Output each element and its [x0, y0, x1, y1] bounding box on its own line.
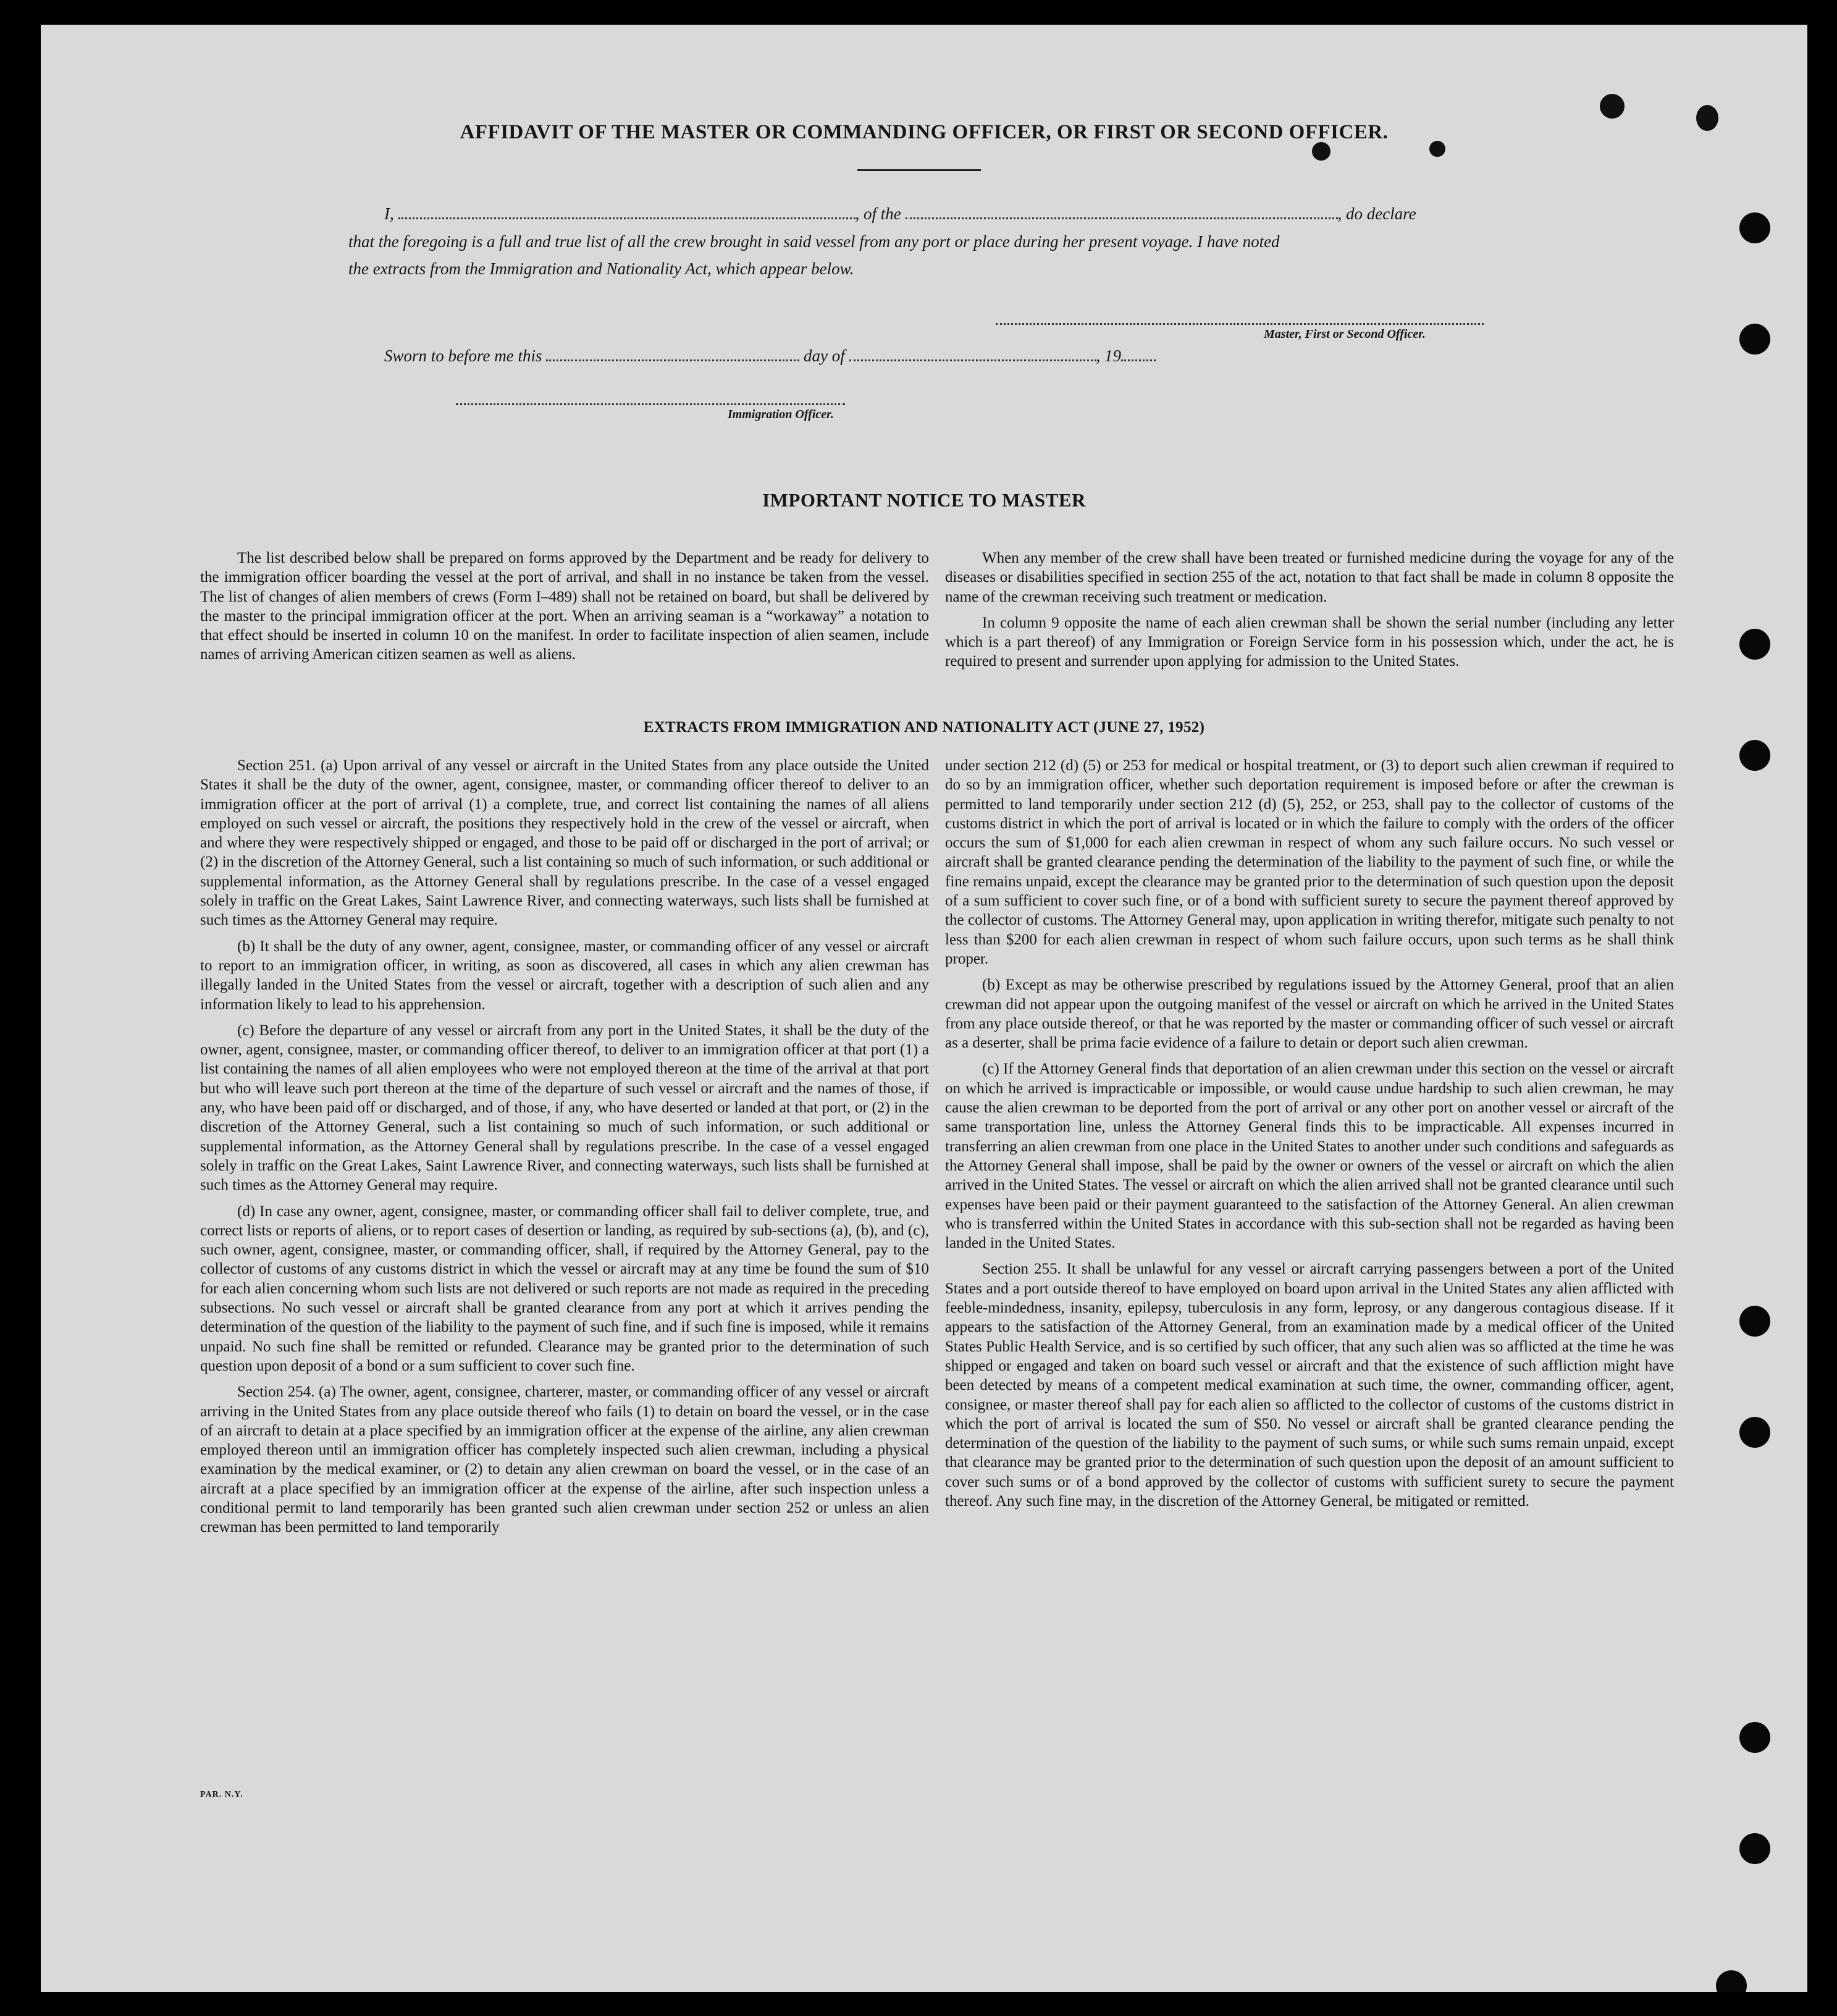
- extract-paragraph: (c) Before the departure of any vessel or aircraft from any port in the United States, it shall be the duty of the owner, agent, consignee, master, or commanding officer thereof, to deliver to an immigration officer at that port (1) a list containing the names of all alien employees who were not employed thereon at the time of the arrival at that port but who will leave such port thereon at the time of the departure of such vessel or aircraft and the names of those, if any, who have been paid off or discharged, and of those, if any, who have deserted or landed at that port, or (2) in the discretion of the Attorney General, such a list containing so much of such information, or such additional or supplemental information, as the Attorney General shall by regulations prescribe. In the case of a vessel engaged solely in traffic on the Great Lakes, Saint Lawrence River, and connecting waterways, such lists shall be furnished at such times as the Attorney General may require.: [200, 1022, 929, 1194]
- sworn-line: [384, 346, 1156, 366]
- sworn-year-field[interactable]: [1121, 346, 1156, 361]
- year-label: , 19: [1096, 346, 1121, 365]
- extract-paragraph: (b) Except as may be otherwise prescribed by regulations issued by the Attorney General, proof that an alien crewman did not appear upon the outgoing manifest of the vessel or aircraft on which he arrived in the United States from any place outside thereof, or that he was reported by the master or commanding officer of such vessel or aircraft as a deserter, shall be prima facie evidence of a failure to detain or deport such alien crewman.: [945, 976, 1674, 1052]
- extract-paragraph: (d) In case any owner, agent, consignee, master, or commanding officer shall fail to deliver complete, true, and correct lists or reports of aliens, or to report cases of desertion or landing, as required by sub-sections (a), (b), and (c), such owner, agent, consignee, master, or commanding officer, shall, if required by the Attorney General, pay to the collector of customs of any customs district in which the vessel or aircraft may at any time be found the sum of $10 for each alien concerning whom such lists are not delivered or such reports are not made as required in the preceding subsections. No such vessel or aircraft shall be granted clearance from any port at which it arrives pending the determination of the question of the liability to the payment of such fine, and if such fine is imposed, while it remains unpaid. No such fine shall be remitted or refunded. Clearance may be granted prior to the determination of such question upon deposit of a bond or a sum sufficient to cover such fine.: [200, 1203, 929, 1374]
- notice-title: IMPORTANT NOTICE TO MASTER: [762, 489, 1086, 511]
- extract-paragraph: under section 212 (d) (5) or 253 for medical or hospital treatment, or (3) to deport such alien crewman if required to do so by an immigration officer, whether such deportation requirement is imposed before or after the crewman is permitted to land temporarily under section 212 (d) (5), 252, or 253, shall pay to the collector of customs of the customs district in which the port of arrival is located or in which the failure to comply with the orders of the officer occurs the sum of $1,000 for each alien crewman in respect of whom any such failure occurs. No such vessel or aircraft shall be granted clearance pending the determination of the liability to the payment of such fine, or while the fine remains unpaid, except the clearance may be granted prior to the determination of such question upon the deposit of a sum sufficient to cover such fine, or of a bond with sufficient surety to secure the payment thereof approved by the collector of customs. The Attorney General may, upon application in writing therefor, mitigate such penalty to not less than $200 for each alien crewman in respect of whom such failure occurs, upon such terms as he shall think proper.: [945, 757, 1674, 967]
- punch-hole: [1739, 1417, 1770, 1448]
- declaration-line: [384, 204, 1416, 224]
- day-of-label: day of: [804, 346, 845, 365]
- extract-paragraph: Section 255. It shall be unlawful for any vessel or aircraft carrying passengers between a port of the United States and a port outside thereof to have employed on board upon arrival in the United States any alien afflicted with feeble-mindedness, insanity, epilepsy, tuberculosis in any form, leprosy, or any dangerous contagious disease. If it appears to the satisfaction of the Attorney General, from an examination made by a medical officer of the United States Public Health Service, and is so certified by such officer, that any such alien was so afflicted at the time he was shipped or engaged and taken on board such vessel or aircraft and that the existence of such affliction might have been detected by means of a competent medical examination at such time, the owner, commanding officer, agent, consignee, or master thereof shall pay for each alien so afflicted to the collector of customs of the customs district in which the port of arrival is located the sum of $50. No vessel or aircraft shall be granted clearance pending the determination of the question of the liability to the payment of such sums, or while such sums remain unpaid, except that clearance may be granted prior to the determination of such question upon the deposit of an amount sufficient to cover such sums or of a bond approved by the collector of customs with sufficient surety to secure the payment thereof. Any such fine may, in the discretion of the Attorney General, be mitigated or remitted.: [945, 1261, 1674, 1510]
- vessel-field[interactable]: [906, 204, 1338, 219]
- extracts-right-column: [945, 756, 1674, 1518]
- statement-line: that the foregoing is a full and true list of all the crew brought in said vessel from any port or place during her present voyage. I have noted: [348, 232, 1280, 251]
- punch-hole: [1739, 1306, 1770, 1337]
- form-sheet: [41, 25, 1807, 1992]
- master-signature-label: Master, First or Second Officer.: [1264, 327, 1426, 341]
- statement-line: the extracts from the Immigration and Nationality Act, which appear below.: [348, 259, 854, 278]
- punch-hole: [1739, 1722, 1770, 1753]
- ink-speck: [1600, 94, 1625, 119]
- punch-hole: [1716, 1970, 1747, 1992]
- punch-hole: [1739, 212, 1770, 243]
- notice-right-column: [945, 548, 1674, 678]
- sworn-label: Sworn to before me this: [384, 346, 542, 365]
- punch-hole: [1739, 629, 1770, 660]
- extract-paragraph: (c) If the Attorney General finds that deportation of an alien crewman under this section on the vessel or aircraft on which he arrived is impracticable or impossible, or would cause undue hardship to such alien crewman, he may cause the alien crewman to be deported from the port of arrival or any other port on another vessel or aircraft of the same transportation line, unless the Attorney General finds this to be impracticable. All expenses incurred in transferring an alien crewman from one place in the United States to another under such conditions and safeguards as the Attorney General shall impose, shall be paid by the owner or owners of the vessel or aircraft on which the alien arrived in the United States. The vessel or aircraft on which the alien arrived shall not be granted clearance until such expenses have been paid or their payment guaranteed to the satisfaction of the Attorney General. An alien crewman who is transferred within the United States in accordance with this sub-section shall not be regarded as having been landed in the United States.: [945, 1060, 1674, 1252]
- notice-paragraph: When any member of the crew shall have been treated or furnished medicine during the voyage for any of the diseases or disabilities specified in section 255 of the act, notation to that fact shall be made in column 8 opposite the name of the crewman receiving such treatment or medication.: [945, 550, 1674, 605]
- officer-signature-label: Immigration Officer.: [728, 408, 834, 421]
- punch-hole: [1739, 1833, 1770, 1864]
- extract-paragraph: (b) It shall be the duty of any owner, agent, consignee, master, or commanding officer of any vessel or aircraft to report to an immigration officer, in writing, as soon as discovered, all cases in which any alien crewman has illegally landed in the United States from the vessel or aircraft, together with a description of such alien and any information likely to lead to his apprehension.: [200, 938, 929, 1013]
- extract-paragraph: Section 251. (a) Upon arrival of any vessel or aircraft in the United States from any place outside the United States it shall be the duty of the owner, agent, consignee, master, or commanding officer thereof to deliver to an immigration officer at the port of arrival (1) a complete, true, and correct list containing the names of all aliens employed on such vessel or aircraft, the positions they respectively hold in the crew of the vessel or aircraft, when and where they were respectively shipped or engaged, and those to be paid off or discharged in the port of arrival; or (2) in the discretion of the Attorney General, such a list containing so much of such information, or such additional or supplemental information, as the Attorney General shall by regulations prescribe. In the case of a vessel engaged solely in traffic on the Great Lakes, Saint Lawrence River, and connecting waterways, such lists shall be furnished at such times as the Attorney General may require.: [200, 757, 929, 929]
- sworn-month-field[interactable]: [849, 346, 1096, 361]
- extracts-title: EXTRACTS FROM IMMIGRATION AND NATIONALITY ACT (JUNE 27, 1952): [643, 719, 1205, 736]
- extract-paragraph: Section 254. (a) The owner, agent, consignee, charterer, master, or commanding officer of any vessel or aircraft arriving in the United States from any place outside thereof who fails (1) to detain on board the vessel, or in the case of an aircraft to detain at a place specified by an immigration officer at the expense of the airline, any alien crewman employed thereon until an immigration officer has completely inspected such alien crewman, including a physical examination by the medical examiner, or (2) to detain any alien crewman on board the vessel, or in the case of an aircraft at a place specified by an immigration officer at the expense of the airline, after such inspection unless a conditional permit to land temporarily has been granted such alien crewman under section 252 or unless an alien crewman has been permitted to land temporarily: [200, 1384, 929, 1536]
- punch-hole: [1739, 324, 1770, 355]
- name-field[interactable]: [398, 204, 855, 219]
- punch-hole: [1739, 740, 1770, 771]
- extracts-left-column: [200, 756, 929, 1544]
- notice-paragraph: In column 9 opposite the name of each alien crewman shall be shown the serial number (including any letter which is a part thereof) of any Immigration or Foreign Service form in his possession which, under the act, he is required to present and surrender upon applying for admission to the United States.: [945, 614, 1674, 670]
- affidavit-title: AFFIDAVIT OF THE MASTER OR COMMANDING OFFICER, OR FIRST OR SECOND OFFICER.: [460, 121, 1389, 143]
- notice-paragraph: The list described below shall be prepared on forms approved by the Department and be ready for delivery to the immigration officer boarding the vessel at the port of arrival, and shall in no instance be taken from the vessel. The list of changes of alien members of crews (Form I–489) shall not be retained on board, but shall be delivered by the master to the principal immigration officer at the port. When an arriving seaman is a “workaway” a notation to that effect should be inserted in column 10 on the manifest. In order to facilitate inspection of alien seamen, include names of arriving American citizen seamen as well as aliens.: [200, 550, 929, 663]
- officer-signature-line[interactable]: [456, 401, 845, 405]
- ink-speck: [1312, 142, 1330, 161]
- printer-mark: PAR. N.Y.: [200, 1790, 243, 1799]
- notice-left-column: [200, 548, 929, 671]
- i-label: I,: [384, 204, 394, 223]
- do-declare-label: , do declare: [1337, 204, 1416, 223]
- master-signature-line[interactable]: [996, 321, 1484, 325]
- sworn-day-field[interactable]: [546, 346, 799, 361]
- of-the-label: , of the: [855, 204, 901, 223]
- title-underline: [857, 169, 981, 171]
